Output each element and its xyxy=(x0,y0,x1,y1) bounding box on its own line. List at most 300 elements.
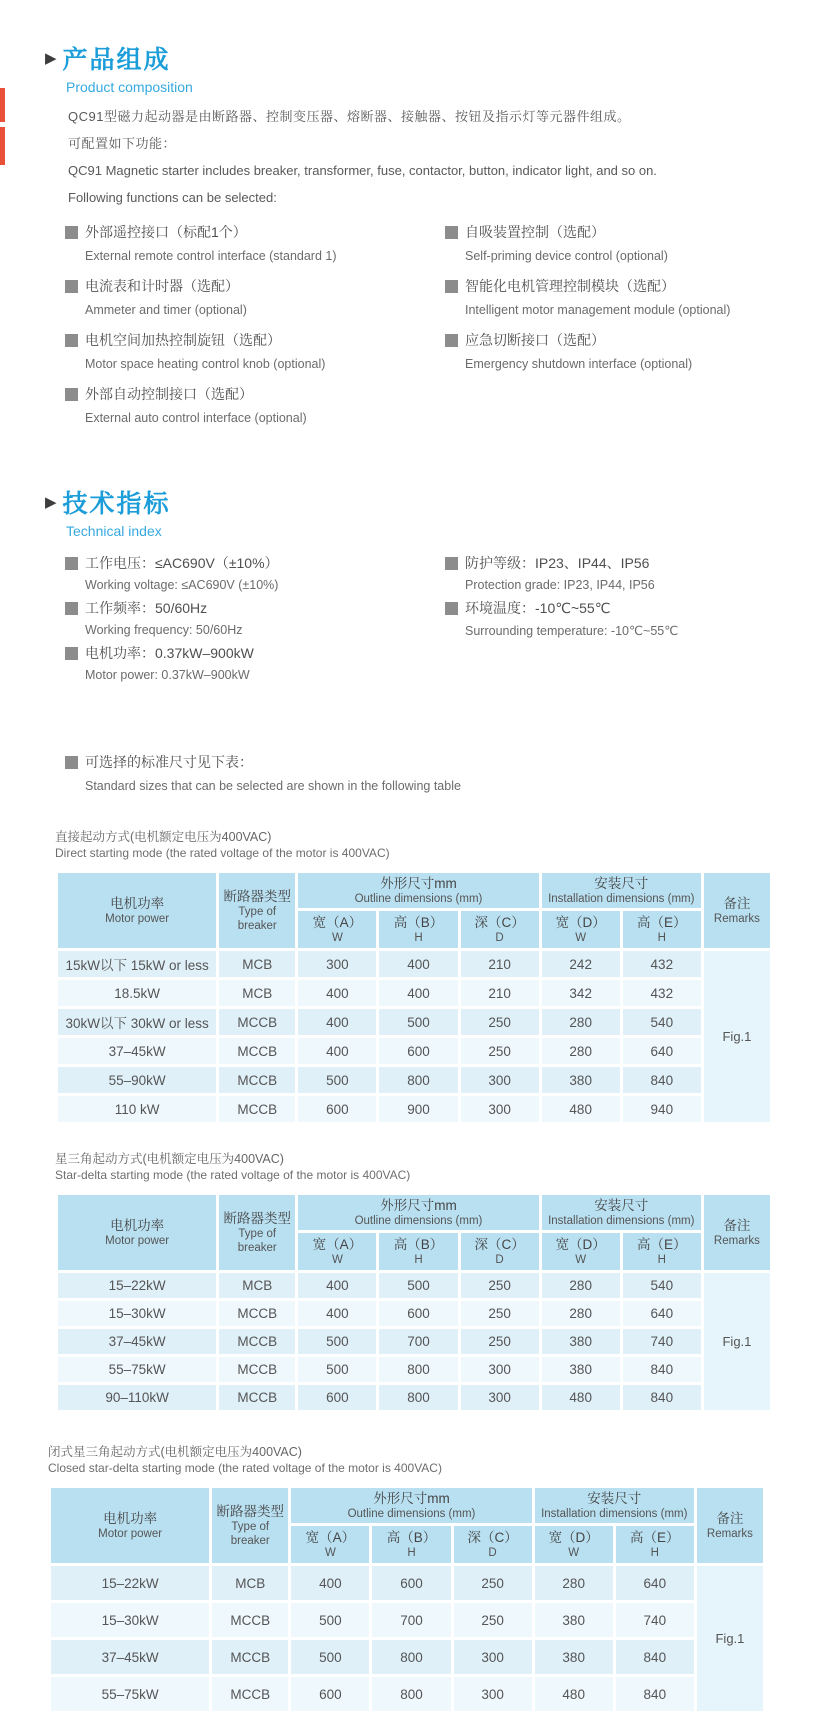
header-label-en: Motor power xyxy=(105,913,170,925)
dimension-value-cell: 840 xyxy=(616,1640,694,1674)
dimension-value-cell: 380 xyxy=(542,1329,620,1354)
dimension-value-cell: 300 xyxy=(298,951,376,977)
breaker-type-header xyxy=(212,1488,288,1563)
dimension-value-cell: 242 xyxy=(542,951,620,977)
dimension-value-cell: 400 xyxy=(298,1038,376,1064)
header-label-zh: 宽（A） xyxy=(312,1237,363,1252)
dimension-value-cell: 280 xyxy=(542,1009,620,1035)
bullet-text-zh: 外部自动控制接口（选配） xyxy=(85,386,253,402)
header-label-en: Type of breaker xyxy=(230,1521,270,1547)
bullet-item xyxy=(65,330,445,371)
table-row xyxy=(58,1009,770,1035)
header-label-zh: 备注 xyxy=(723,1218,751,1233)
breaker-type-cell: MCCB xyxy=(219,1385,295,1410)
table-header xyxy=(58,1195,770,1270)
spec-column-left xyxy=(65,553,445,688)
dimension-value-cell: 740 xyxy=(623,1329,701,1354)
header-label-zh: 宽（A） xyxy=(312,915,363,930)
dimension-value-cell: 500 xyxy=(379,1009,457,1035)
dimension-value-cell: 600 xyxy=(372,1566,450,1600)
motor-power-cell: 37–45kW xyxy=(58,1038,216,1064)
dimension-value-cell: 432 xyxy=(623,980,701,1006)
dimension-value-cell: 400 xyxy=(298,1009,376,1035)
dimension-column-header xyxy=(298,911,376,948)
table-body xyxy=(58,1273,770,1410)
breaker-type-cell: MCCB xyxy=(212,1603,288,1637)
paragraph: 可配置如下功能： xyxy=(68,136,177,151)
dimension-value-cell: 840 xyxy=(623,1067,701,1093)
bullet-text-en: Emergency shutdown interface (optional) xyxy=(465,357,693,371)
header-group-row xyxy=(58,873,770,908)
header-label-zh: 高（E） xyxy=(637,915,687,930)
motor-power-cell: 90–110kW xyxy=(58,1385,216,1410)
table-body xyxy=(58,951,770,1122)
header-label-zh: 宽（A） xyxy=(305,1530,356,1545)
header-label-en: D xyxy=(495,932,504,944)
table-header xyxy=(58,873,770,948)
motor-power-cell: 110 kW xyxy=(58,1096,216,1122)
dimension-value-cell: 432 xyxy=(623,951,701,977)
bullet-text-en: Motor power: 0.37kW–900kW xyxy=(85,668,250,682)
dimension-column-header xyxy=(298,1233,376,1270)
header-label-zh: 外形尺寸mm xyxy=(380,1198,457,1213)
table-row xyxy=(58,1385,770,1410)
remarks-cell: Fig.1 xyxy=(704,1273,770,1410)
dimension-value-cell: 250 xyxy=(461,1038,539,1064)
dimension-value-cell: 400 xyxy=(298,1301,376,1326)
standard-sizes-note xyxy=(65,752,830,793)
table-body xyxy=(51,1566,763,1711)
outline-dimensions-header xyxy=(298,1195,538,1230)
bullet-label-zh xyxy=(65,276,445,296)
section-title-zh: 产品组成 xyxy=(62,46,171,74)
table-row xyxy=(58,951,770,977)
feature-column-right xyxy=(445,222,830,438)
table-row xyxy=(51,1640,763,1674)
table-block-closed-star-delta xyxy=(48,1444,766,1714)
remarks-cell: Fig.1 xyxy=(697,1566,763,1711)
dimension-value-cell: 300 xyxy=(461,1357,539,1382)
breaker-type-cell: MCCB xyxy=(219,1096,295,1122)
dimension-value-cell: 400 xyxy=(291,1566,369,1600)
table-row xyxy=(58,1357,770,1382)
table-header xyxy=(51,1488,763,1563)
breaker-type-cell: MCCB xyxy=(219,1067,295,1093)
motor-power-cell: 37–45kW xyxy=(51,1640,209,1674)
dimensions-table xyxy=(55,1192,773,1413)
header-label-en: Installation dimensions (mm) xyxy=(541,1508,688,1520)
dimension-column-header xyxy=(372,1526,450,1563)
dimension-column-header xyxy=(461,911,539,948)
dimension-value-cell: 800 xyxy=(379,1357,457,1382)
square-bullet-icon xyxy=(445,557,458,570)
installation-dimensions-header xyxy=(542,1195,701,1230)
bullet-label-zh xyxy=(65,553,445,573)
header-label-zh: 宽（D） xyxy=(548,1530,599,1545)
header-label-en: H xyxy=(657,932,666,944)
motor-power-header xyxy=(58,873,216,948)
dimension-value-cell: 342 xyxy=(542,980,620,1006)
bullet-label-zh xyxy=(445,276,830,296)
breaker-type-header xyxy=(219,1195,295,1270)
dimension-value-cell: 700 xyxy=(372,1603,450,1637)
paragraph: Following functions can be selected: xyxy=(68,190,277,205)
motor-power-cell: 55–75kW xyxy=(51,1677,209,1711)
dimension-column-header xyxy=(454,1526,532,1563)
header-group-row xyxy=(58,1195,770,1230)
dimension-value-cell: 600 xyxy=(298,1096,376,1122)
bullet-text-zh: 应急切断接口（选配） xyxy=(465,332,605,348)
square-bullet-icon xyxy=(65,756,78,769)
dimension-column-header xyxy=(461,1233,539,1270)
header-label-en: W xyxy=(331,932,343,944)
square-bullet-icon xyxy=(65,334,78,347)
bullet-text-zh: 环境温度：-10℃~55℃ xyxy=(465,600,611,616)
dimension-column-header xyxy=(535,1526,613,1563)
remarks-header xyxy=(704,1195,770,1270)
remarks-header xyxy=(697,1488,763,1563)
bullet-text-zh: 防护等级：IP23、IP44、IP56 xyxy=(465,555,650,571)
bullet-item xyxy=(445,276,830,317)
table-row xyxy=(51,1566,763,1600)
header-label-en: H xyxy=(407,1547,416,1559)
installation-dimensions-header xyxy=(542,873,701,908)
remarks-cell: Fig.1 xyxy=(704,951,770,1122)
dimension-value-cell: 800 xyxy=(372,1677,450,1711)
dimension-value-cell: 400 xyxy=(379,951,457,977)
note-text-en: Standard sizes that can be selected are shown in the following table xyxy=(85,779,461,793)
header-label-zh: 宽（D） xyxy=(555,1237,606,1252)
bullet-label-zh xyxy=(65,330,445,350)
breaker-type-cell: MCB xyxy=(212,1566,288,1600)
header-label-zh: 高（B） xyxy=(393,915,444,930)
bullet-label-zh xyxy=(65,643,445,663)
breaker-type-cell: MCCB xyxy=(219,1357,295,1382)
motor-power-cell: 55–90kW xyxy=(58,1067,216,1093)
bullet-text-zh: 工作频率：50/60Hz xyxy=(85,600,208,616)
breaker-type-cell: MCCB xyxy=(219,1301,295,1326)
dimension-value-cell: 400 xyxy=(298,980,376,1006)
bullet-text-zh: 外部遥控接口（标配1个） xyxy=(85,224,247,240)
header-label-en: W xyxy=(575,932,587,944)
table-block-star-delta xyxy=(55,1151,773,1413)
header-label-en: D xyxy=(488,1547,497,1559)
header-label-zh: 宽（D） xyxy=(555,915,606,930)
bullet-text-zh: 自吸装置控制（选配） xyxy=(465,224,605,240)
header-label-en: Outline dimensions (mm) xyxy=(354,1215,483,1227)
dimension-value-cell: 500 xyxy=(298,1329,376,1354)
dimension-value-cell: 800 xyxy=(379,1385,457,1410)
bullet-text-en: Ammeter and timer (optional) xyxy=(85,303,247,317)
header-label-en: Type of breaker xyxy=(237,906,277,932)
dimensions-table xyxy=(48,1485,766,1714)
dimension-value-cell: 500 xyxy=(298,1067,376,1093)
header-label-en: W xyxy=(324,1547,336,1559)
section-product-composition xyxy=(45,40,830,95)
bullet-label-zh xyxy=(65,384,445,404)
header-label-zh: 深（C） xyxy=(467,1530,518,1545)
dimension-value-cell: 840 xyxy=(623,1385,701,1410)
header-label-zh: 电机功率 xyxy=(103,1511,158,1526)
motor-power-cell: 15kW以下 15kW or less xyxy=(58,951,216,977)
square-bullet-icon xyxy=(445,602,458,615)
bullet-text-en: External auto control interface (optional) xyxy=(85,411,307,425)
bullet-label-zh xyxy=(445,598,830,618)
dimension-value-cell: 250 xyxy=(461,1301,539,1326)
triangle-bullet-icon: ▶ xyxy=(45,493,57,511)
header-label-zh: 深（C） xyxy=(474,1237,525,1252)
dimension-value-cell: 250 xyxy=(461,1009,539,1035)
dimension-column-header xyxy=(623,911,701,948)
spec-list xyxy=(65,553,830,688)
header-label-zh: 电机功率 xyxy=(110,1218,165,1233)
breaker-type-cell: MCCB xyxy=(219,1038,295,1064)
bullet-item xyxy=(445,330,830,371)
header-label-zh: 备注 xyxy=(716,1511,744,1526)
header-label-zh: 高（E） xyxy=(637,1237,687,1252)
intro-paragraphs xyxy=(68,109,830,206)
header-label-en: Type of breaker xyxy=(237,1228,277,1254)
dimension-column-header xyxy=(379,1233,457,1270)
dimension-value-cell: 210 xyxy=(461,980,539,1006)
header-label-zh: 安装尺寸 xyxy=(594,1198,649,1213)
table-row xyxy=(58,1301,770,1326)
dimension-value-cell: 300 xyxy=(461,1385,539,1410)
header-label-en: H xyxy=(414,1254,423,1266)
header-label-zh: 断路器类型 xyxy=(223,1211,292,1226)
note-text-zh: 可选择的标准尺寸见下表： xyxy=(85,754,253,770)
square-bullet-icon xyxy=(445,226,458,239)
bullet-item xyxy=(65,384,445,425)
header-label-zh: 高（E） xyxy=(630,1530,680,1545)
bullet-label-zh xyxy=(445,330,830,350)
dimension-value-cell: 500 xyxy=(291,1603,369,1637)
dimension-value-cell: 600 xyxy=(291,1677,369,1711)
header-label-en: H xyxy=(414,932,423,944)
header-label-en: W xyxy=(568,1547,580,1559)
motor-power-cell: 18.5kW xyxy=(58,980,216,1006)
breaker-type-cell: MCB xyxy=(219,1273,295,1298)
bullet-item xyxy=(65,553,445,592)
dimension-value-cell: 500 xyxy=(298,1357,376,1382)
table-row xyxy=(58,1273,770,1298)
bullet-text-zh: 智能化电机管理控制模块（选配） xyxy=(465,278,675,294)
bullet-label-zh xyxy=(65,222,445,242)
dimension-value-cell: 480 xyxy=(535,1677,613,1711)
motor-power-cell: 15–30kW xyxy=(58,1301,216,1326)
motor-power-cell: 15–30kW xyxy=(51,1603,209,1637)
dimension-value-cell: 740 xyxy=(616,1603,694,1637)
table-row xyxy=(51,1603,763,1637)
header-label-en: Installation dimensions (mm) xyxy=(548,1215,695,1227)
table-row xyxy=(58,1329,770,1354)
dimension-value-cell: 280 xyxy=(542,1273,620,1298)
header-label-zh: 安装尺寸 xyxy=(594,876,649,891)
bullet-text-zh: 电流表和计时器（选配） xyxy=(85,278,239,294)
table-caption-en: Closed star-delta starting mode (the rated voltage of the motor is 400VAC) xyxy=(48,1461,442,1475)
spec-column-right xyxy=(445,553,830,688)
dimensions-table xyxy=(55,870,773,1125)
header-label-en: H xyxy=(657,1254,666,1266)
dimension-value-cell: 280 xyxy=(542,1301,620,1326)
bullet-text-zh: 工作电压：≤AC690V（±10%） xyxy=(85,555,279,571)
dimension-value-cell: 500 xyxy=(379,1273,457,1298)
bullet-text-en: Intelligent motor management module (optional) xyxy=(465,303,731,317)
dimension-value-cell: 640 xyxy=(616,1566,694,1600)
dimension-value-cell: 300 xyxy=(461,1067,539,1093)
table-caption-en: Star-delta starting mode (the rated voltage of the motor is 400VAC) xyxy=(55,1168,411,1182)
dimension-value-cell: 540 xyxy=(623,1273,701,1298)
dimension-value-cell: 250 xyxy=(461,1273,539,1298)
bullet-text-en: Protection grade: IP23, IP44, IP56 xyxy=(465,578,655,592)
feature-list xyxy=(65,222,830,438)
dimension-value-cell: 210 xyxy=(461,951,539,977)
section-title-zh: 技术指标 xyxy=(62,490,171,518)
bullet-text-zh: 电机功率：0.37kW–900kW xyxy=(85,645,254,661)
header-label-en: Outline dimensions (mm) xyxy=(354,893,483,905)
bullet-text-en: Working voltage: ≤AC690V (±10%) xyxy=(85,578,279,592)
table-caption-zh: 闭式星三角起动方式(电机额定电压为400VAC) xyxy=(48,1445,302,1459)
bullet-text-en: Surrounding temperature: -10℃~55℃ xyxy=(465,624,679,638)
dimension-value-cell: 300 xyxy=(461,1096,539,1122)
table-row xyxy=(51,1677,763,1711)
table-caption-zh: 星三角起动方式(电机额定电压为400VAC) xyxy=(55,1152,284,1166)
header-label-zh: 外形尺寸mm xyxy=(373,1491,450,1506)
table-row xyxy=(58,1096,770,1122)
header-group-row xyxy=(51,1488,763,1523)
header-label-en: W xyxy=(331,1254,343,1266)
dimension-value-cell: 640 xyxy=(623,1301,701,1326)
header-label-en: Installation dimensions (mm) xyxy=(548,893,695,905)
dimension-column-header xyxy=(379,911,457,948)
section-title-en: Technical index xyxy=(66,523,162,539)
dimension-value-cell: 600 xyxy=(379,1301,457,1326)
header-label-zh: 电机功率 xyxy=(110,896,165,911)
dimension-value-cell: 400 xyxy=(298,1273,376,1298)
dimension-value-cell: 800 xyxy=(379,1067,457,1093)
dimension-value-cell: 280 xyxy=(535,1566,613,1600)
motor-power-cell: 55–75kW xyxy=(58,1357,216,1382)
dimension-column-header xyxy=(291,1526,369,1563)
dimension-column-header xyxy=(616,1526,694,1563)
dimension-value-cell: 380 xyxy=(535,1640,613,1674)
dimension-value-cell: 600 xyxy=(379,1038,457,1064)
breaker-type-cell: MCB xyxy=(219,951,295,977)
header-label-en: D xyxy=(495,1254,504,1266)
outline-dimensions-header xyxy=(291,1488,531,1523)
dimension-value-cell: 480 xyxy=(542,1096,620,1122)
paragraph: QC91 Magnetic starter includes breaker, transformer, fuse, contactor, button, indicator light, and so on. xyxy=(68,163,657,178)
dimension-value-cell: 840 xyxy=(616,1677,694,1711)
square-bullet-icon xyxy=(65,557,78,570)
motor-power-header xyxy=(51,1488,209,1563)
bullet-label-zh xyxy=(445,222,830,242)
bullet-item xyxy=(445,222,830,263)
bullet-item xyxy=(445,553,830,592)
header-label-en: Outline dimensions (mm) xyxy=(347,1508,476,1520)
motor-power-cell: 30kW以下 30kW or less xyxy=(58,1009,216,1035)
breaker-type-cell: MCCB xyxy=(212,1677,288,1711)
header-label-zh: 深（C） xyxy=(474,915,525,930)
table-caption-zh: 直接起动方式(电机额定电压为400VAC) xyxy=(55,830,272,844)
motor-power-cell: 15–22kW xyxy=(51,1566,209,1600)
header-label-en: Motor power xyxy=(105,1235,170,1247)
dimension-value-cell: 840 xyxy=(623,1357,701,1382)
header-label-zh: 外形尺寸mm xyxy=(380,876,457,891)
motor-power-cell: 15–22kW xyxy=(58,1273,216,1298)
dimension-value-cell: 380 xyxy=(542,1357,620,1382)
header-label-en: Remarks xyxy=(713,913,760,925)
dimension-value-cell: 500 xyxy=(291,1640,369,1674)
bullet-item xyxy=(65,222,445,263)
bullet-item xyxy=(65,643,445,682)
header-label-zh: 高（B） xyxy=(393,1237,444,1252)
dimension-column-header xyxy=(542,911,620,948)
header-label-zh: 高（B） xyxy=(386,1530,437,1545)
dimension-value-cell: 380 xyxy=(542,1067,620,1093)
dimension-value-cell: 900 xyxy=(379,1096,457,1122)
dimension-column-header xyxy=(623,1233,701,1270)
breaker-type-cell: MCCB xyxy=(212,1640,288,1674)
bullet-item xyxy=(65,598,445,637)
dimension-value-cell: 540 xyxy=(623,1009,701,1035)
bullet-text-en: Self-priming device control (optional) xyxy=(465,249,668,263)
dimension-value-cell: 250 xyxy=(454,1603,532,1637)
bullet-label-zh xyxy=(65,598,445,618)
square-bullet-icon xyxy=(65,388,78,401)
square-bullet-icon xyxy=(65,226,78,239)
bullet-text-zh: 电机空间加热控制旋钮（选配） xyxy=(85,332,281,348)
breaker-type-cell: MCCB xyxy=(219,1329,295,1354)
bullet-item xyxy=(445,598,830,638)
page-edge-mark xyxy=(0,127,5,165)
dimension-column-header xyxy=(542,1233,620,1270)
motor-power-cell: 37–45kW xyxy=(58,1329,216,1354)
table-block-direct-starting xyxy=(55,829,773,1125)
outline-dimensions-header xyxy=(298,873,538,908)
dimension-value-cell: 380 xyxy=(535,1603,613,1637)
square-bullet-icon xyxy=(65,280,78,293)
feature-column-left xyxy=(65,222,445,438)
header-label-en: Remarks xyxy=(706,1528,753,1540)
dimension-value-cell: 600 xyxy=(298,1385,376,1410)
header-label-zh: 安装尺寸 xyxy=(587,1491,642,1506)
dimension-value-cell: 250 xyxy=(461,1329,539,1354)
dimension-value-cell: 640 xyxy=(623,1038,701,1064)
table-row xyxy=(58,1067,770,1093)
section-technical-index xyxy=(45,484,830,539)
header-label-en: Motor power xyxy=(98,1528,163,1540)
bullet-text-en: Working frequency: 50/60Hz xyxy=(85,623,243,637)
table-row xyxy=(58,980,770,1006)
table-row xyxy=(58,1038,770,1064)
bullet-label-zh xyxy=(445,553,830,573)
bullet-text-en: External remote control interface (standard 1) xyxy=(85,249,337,263)
motor-power-header xyxy=(58,1195,216,1270)
installation-dimensions-header xyxy=(535,1488,694,1523)
dimension-value-cell: 940 xyxy=(623,1096,701,1122)
bullet-item xyxy=(65,276,445,317)
dimension-value-cell: 250 xyxy=(454,1566,532,1600)
table-caption-en: Direct starting mode (the rated voltage of the motor is 400VAC) xyxy=(55,846,390,860)
square-bullet-icon xyxy=(445,280,458,293)
header-label-zh: 备注 xyxy=(723,896,751,911)
breaker-type-header xyxy=(219,873,295,948)
header-label-zh: 断路器类型 xyxy=(223,889,292,904)
dimension-value-cell: 480 xyxy=(542,1385,620,1410)
section-title-en: Product composition xyxy=(66,79,193,95)
square-bullet-icon xyxy=(445,334,458,347)
